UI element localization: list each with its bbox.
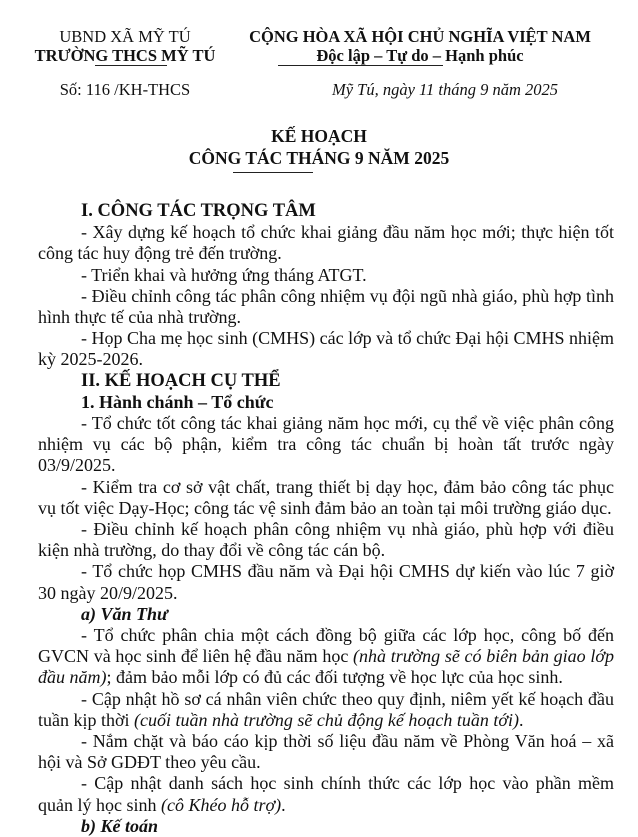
paragraph: - Nắm chặt và báo cáo kịp thời số liệu đầu năm về Phòng Văn hoá – xã hội và Sở GDĐT theo yêu cầu. xyxy=(38,731,614,773)
text: . xyxy=(281,794,286,815)
italic-note: (cô Khéo hỗ trợ) xyxy=(161,794,282,815)
subsection-heading: 1. Hành chánh – Tổ chức xyxy=(81,391,274,412)
text: - Tổ chức phân chia một cách đồng bộ giữa các lớp học, công bố đến GVCN và học sinh để liên hệ đầu năm học xyxy=(38,625,614,667)
paragraph: - Kiểm tra cơ sở vật chất, trang thiết bị dạy học, đảm bảo công tác phục vụ tốt việc Dạy-Học; công tác vệ sinh đảm bảo an toàn tại môi trường giáo dục. xyxy=(38,476,614,518)
subsubsection-heading: a) Văn Thư xyxy=(81,603,168,624)
paragraph: - Điều chỉnh công tác phân công nhiệm vụ đội ngũ nhà giáo, phù hợp tình hình thực tế của nhà trường. xyxy=(38,285,614,328)
title-rule xyxy=(233,172,313,173)
section-heading: II. KẾ HOẠCH CỤ THỂ xyxy=(81,370,281,391)
text: . xyxy=(519,709,524,730)
paragraph xyxy=(38,625,614,689)
text: ; đảm bảo mỗi lớp có đủ các đối tượng về học lực của học sinh. xyxy=(106,667,563,688)
italic-note: (nhà trường sẽ có biên bản giao lớp đầu năm) xyxy=(38,646,614,688)
paragraph xyxy=(38,773,614,815)
italic-note: (cuối tuần nhà trường sẽ chủ động kế hoạch tuần tới) xyxy=(134,709,519,730)
document-body xyxy=(38,201,614,837)
doc-title: KẾ HOẠCH xyxy=(271,126,367,146)
paragraph: - Xây dựng kế hoạch tổ chức khai giảng đầu năm học mới; thực hiện tốt công tác huy động trẻ đến trường. xyxy=(38,222,614,264)
paragraph: - Triển khai và hưởng ứng tháng ATGT. xyxy=(81,264,367,285)
org-parent: UBND XÃ MỸ TÚ xyxy=(59,27,191,46)
paragraph: - Họp Cha mẹ học sinh (CMHS) các lớp và tổ chức Đại hội CMHS nhiệm kỳ 2025-2026. xyxy=(38,328,614,370)
org-name: TRƯỜNG THCS MỸ TÚ xyxy=(34,46,216,65)
doc-subtitle: CÔNG TÁC THÁNG 9 NĂM 2025 xyxy=(188,148,450,168)
paragraph xyxy=(38,689,614,731)
paragraph: - Tổ chức họp CMHS đầu năm và Đại hội CMHS dự kiến vào lúc 7 giờ 30 ngày 20/9/2025. xyxy=(38,561,614,603)
paragraph: - Điều chỉnh kế hoạch phân công nhiệm vụ nhà giáo, phù hợp với điều kiện nhà trường, do thay đổi về công tác cán bộ. xyxy=(38,519,614,561)
place-date: Mỹ Tú, ngày 11 tháng 9 năm 2025 xyxy=(331,80,559,99)
header-right-rule xyxy=(278,65,443,66)
motto: Độc lập – Tự do – Hạnh phúc xyxy=(316,46,524,65)
subsubsection-heading: b) Kế toán xyxy=(81,815,159,836)
header-left-rule xyxy=(95,65,167,66)
text: - Cập nhật danh sách học sinh chính thức các lớp học vào phần mềm quản lý học sinh xyxy=(38,773,614,815)
paragraph: - Tổ chức tốt công tác khai giảng năm học mới, cụ thể về việc phân công nhiệm vụ các bộ phận, kiểm tra công tác chuẩn bị hoàn tất trước ngày 03/9/2025. xyxy=(38,413,614,476)
section-heading: I. CÔNG TÁC TRỌNG TÂM xyxy=(81,201,316,221)
doc-number: Số: 116 /KH-THCS xyxy=(59,80,191,99)
text: - Cập nhật hồ sơ cá nhân viên chức theo quy định, niêm yết kế hoạch đầu tuần kịp thời xyxy=(38,688,614,730)
nation-title: CỘNG HÒA XÃ HỘI CHỦ NGHĨA VIỆT NAM xyxy=(249,27,591,46)
